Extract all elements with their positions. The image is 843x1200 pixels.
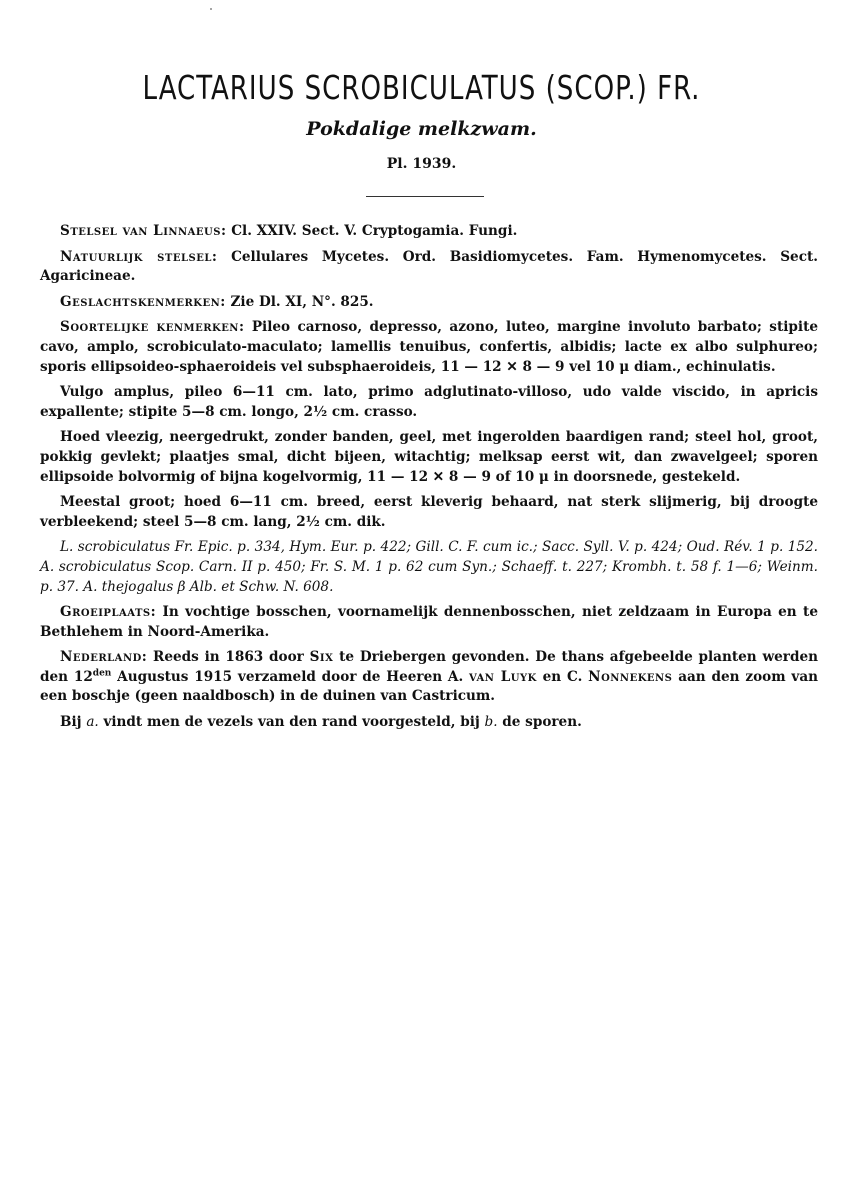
- collector-six: Six: [309, 649, 334, 666]
- species-paragraph: [40, 318, 818, 377]
- natural-system-paragraph: [40, 248, 818, 287]
- netherlands-paragraph: [40, 648, 818, 707]
- plate-number: Pl. 1939.: [386, 156, 457, 172]
- linnaeus-paragraph: [40, 222, 818, 242]
- figure-text-2: vindt men de vezels van den rand voorgesteld, bij: [98, 714, 485, 731]
- collector-luyk: van Luyk: [469, 668, 537, 685]
- print-speck: [210, 8, 212, 10]
- figure-text-1: Bij: [60, 714, 87, 731]
- genus-label: Geslachtskenmerken:: [60, 293, 226, 310]
- species-text: Pileo carnoso, depresso, azono, luteo, margine involuto barbato; stipite cavo, amplo, scrobiculato-maculato; lamellis tenuibus, confertis, albidis; lacte ex albo sulphureo; sporis ellipsoideo-sphaeroideis vel subsphaeroideis, 11 — 12 ✕ 8 — 9 vel 10 μ diam., echinulatis.: [40, 319, 818, 375]
- meestal-paragraph: Meestal groot; hoed 6—11 cm. breed, eerst kleverig behaard, nat sterk slijmerig, bij droogte verbleekend; steel 5—8 cm. lang, 2½ cm. dik.: [40, 494, 818, 530]
- date-superscript: den: [92, 668, 112, 679]
- figure-paragraph: [40, 713, 818, 733]
- hoed-paragraph: Hoed vleezig, neergedrukt, zonder banden, geel, met ingerolden baardigen rand; steel hol, groot, pokkig gevlekt; plaatjes smal, dicht bijeen, witachtig; melksap eerst wit, dan zwavelgeel; sporen ellipsoide bolvormig of bijna kogelvormig, 11 — 12 ✕ 8 — 9 of 10 μ in doorsnede, gestekeld.: [40, 429, 818, 485]
- vulgo-paragraph: Vulgo amplus, pileo 6—11 cm. lato, primo adglutinato-villoso, udo valde viscido, in apricis expallente; stipite 5—8 cm. longo, 2½ cm. crasso.: [40, 384, 818, 420]
- page-subtitle: Pokdalige melkzwam.: [306, 118, 537, 140]
- document-body: [40, 222, 818, 739]
- references-paragraph: L. scrobiculatus Fr. Epic. p. 334, Hym. Eur. p. 422; Gill. C. F. cum ic.; Sacc. Syll. V. p. 424; Oud. Rév. 1 p. 152. A. scrobiculatus Scop. Carn. II p. 450; Fr. S. M. 1 p. 62 cum Syn.; Schaeff. t. 227; Krombh. t. 58 f. 1—6; Weinm. p. 37. A. thejogalus β Alb. et Schw. N. 608.: [40, 539, 818, 595]
- habitat-paragraph: [40, 603, 818, 642]
- natural-system-text: Cellulares Mycetes. Ord. Basidiomycetes. Fam. Hymenomycetes. Sect. Agaricineae.: [40, 248, 818, 285]
- linnaeus-text: Cl. XXIV. Sect. V. Cryptogamia. Fungi.: [226, 223, 518, 239]
- genus-text: Zie Dl. XI, N°. 825.: [225, 293, 374, 310]
- species-label: Soortelijke kenmerken:: [60, 319, 245, 336]
- habitat-text: In vochtige bosschen, voornamelijk dennenbosschen, niet zeldzaam in Europa en te Bethlehem in Noord-Amerika.: [40, 604, 818, 640]
- figure-label-a: a.: [86, 714, 99, 731]
- figure-label-b: b.: [484, 714, 498, 731]
- netherlands-text-4: en C.: [536, 668, 589, 685]
- netherlands-label: Nederland:: [60, 649, 148, 666]
- collector-nonnekens: Nonnekens: [588, 668, 673, 685]
- netherlands-text-5: aan den zoom van een boschje (geen naaldbosch) in de duinen van Castricum.: [40, 668, 819, 705]
- figure-text-3: de sporen.: [497, 714, 582, 731]
- netherlands-text-3: Augustus 1915 verzameld door de Heeren A.: [111, 668, 470, 685]
- netherlands-text-2: te Driebergen gevonden. De thans afgebeelde planten werden den 12: [40, 649, 818, 685]
- habitat-label: Groeiplaats:: [60, 604, 157, 621]
- natural-system-label: Natuurlijk stelsel:: [60, 248, 218, 265]
- title-divider: [366, 196, 484, 197]
- netherlands-text-1: Reeds in 1863 door: [147, 649, 310, 666]
- genus-paragraph: [40, 293, 818, 313]
- linnaeus-label: Stelsel van Linnaeus:: [60, 223, 227, 239]
- page-title: LACTARIUS SCROBICULATUS (SCOP.) FR.: [142, 68, 701, 108]
